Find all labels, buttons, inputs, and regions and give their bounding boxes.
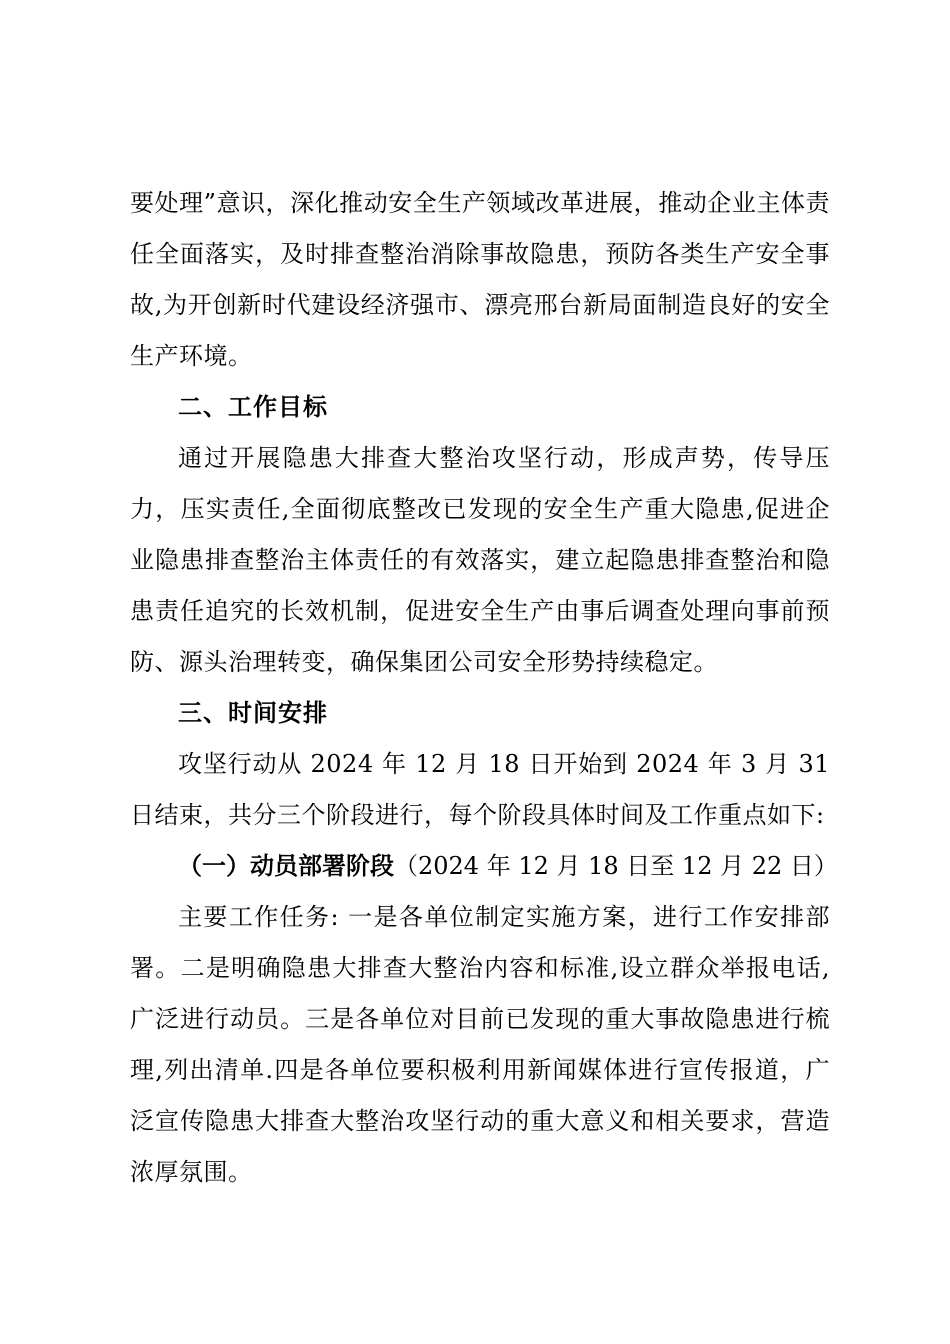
paragraph-schedule: 攻坚行动从 2024 年 12 月 18 日开始到 2024 年 3 月 31 日结束，共分三个阶段进行，每个阶段具体时间及工作重点如下: [130,750,830,829]
paragraph-mobilization-tasks: 主要工作任务: 一是各单位制定实施方案，进行工作安排部署。二是明确隐患大排查大整治内容和标准,设立群众举报电话,广泛进行动员。三是各单位对目前已发现的重大事故隐患进行梳理,列出清单.四是各单位要积极利用新闻媒体进行宣传报道，广泛宣传隐患大排查大整治攻坚行动的重大意义和相关要求，营造浓厚氛围。 [130,903,830,1186]
subsection-heading-mobilization [130,841,838,892]
subsection-title: （一）动员部署阶段 [178,852,394,880]
paragraph-intro-continuation: 要处理”意识，深化推动安全生产领域改革进展，推动企业主体责任全面落实，及时排查整治消除事故隐患，预防各类生产安全事故,为开创新时代建设经济强市、漂亮邢台新局面制造良好的安全生产环境。 [130,189,830,370]
subsection-dates: （2024 年 12 月 18 日至 12 月 22 日） [394,852,838,880]
document-page [130,178,838,1198]
paragraph-work-goals: 通过开展隐患大排查大整治攻坚行动，形成声势，传导压力，压实责任,全面彻底整改已发现的安全生产重大隐患,促进企业隐患排查整治主体责任的有效落实，建立起隐患排查整治和隐患责任追究的长效机制，促进安全生产由事后调查处理向事前预防、源头治理转变，确保集团公司安全形势持续稳定。 [130,444,830,676]
section-heading-work-goals: 二、工作目标 [178,393,328,421]
section-heading-schedule: 三、时间安排 [178,699,328,727]
